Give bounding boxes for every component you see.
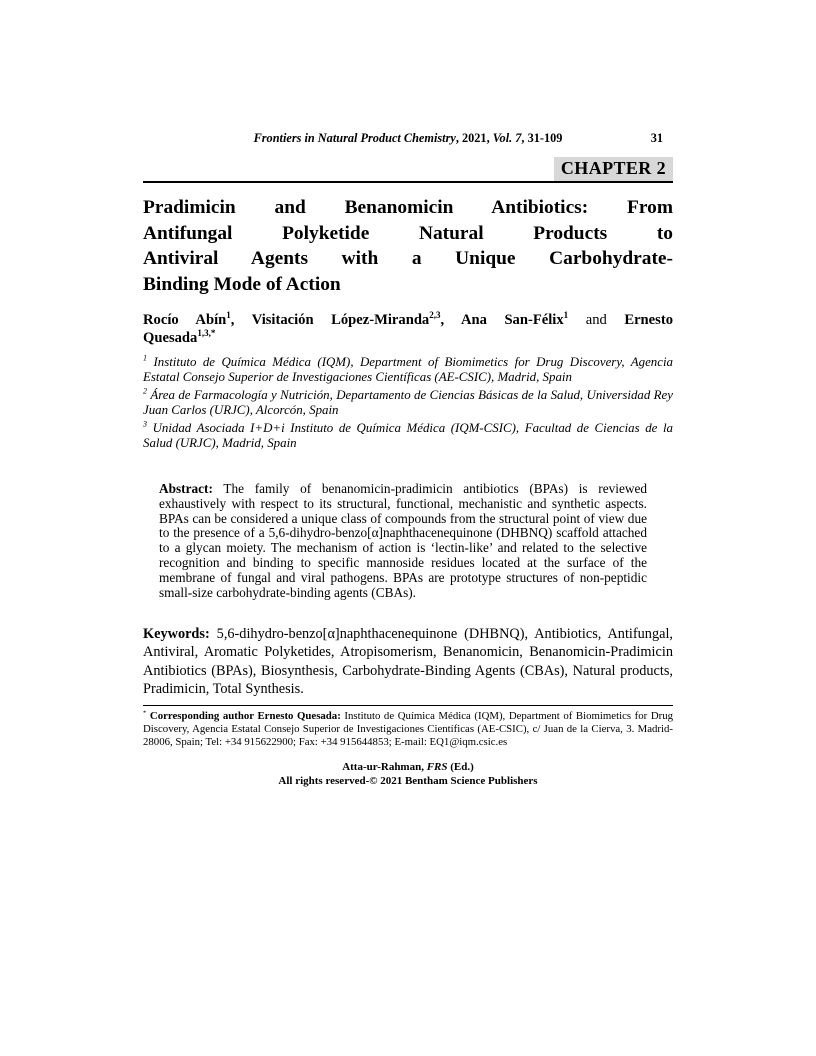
affiliation-1-text: Instituto de Química Médica (IQM), Department of Biomimetics for Drug Discovery, Agencia Estatal Consejo Superior de Investigaciones Científicas (AE-CSIC), Madrid, Spain (143, 355, 673, 384)
chapter-title (143, 195, 673, 297)
chapter-title-line-2: Antifungal Polyketide Natural Products to (143, 222, 673, 244)
editor-name: Atta-ur-Rahman, (342, 761, 427, 773)
authors-line-2 (143, 329, 673, 347)
corresponding-author-footnote (143, 705, 673, 749)
page-header-band (143, 131, 673, 183)
chapter-title-line-4: Binding Mode of Action (143, 273, 341, 295)
abstract (159, 482, 647, 600)
footnote-marker: * (143, 709, 147, 717)
chapter-title-line-3: Antiviral Agents with a Unique Carbohydrate- (143, 248, 673, 270)
affiliation-3-text: Unidad Asociada I+D+i Instituto de Química Médica (IQM-CSIC), Facultad de Ciencias de la Salud (URJC), Madrid, Spain (143, 421, 673, 450)
author-list (143, 311, 673, 347)
author-4-affiliation-marker: 1,3,* (197, 328, 216, 339)
journal-reference (143, 131, 673, 146)
journal-ref-year: , 2021, (455, 131, 493, 145)
keywords-label: Keywords: (143, 626, 210, 642)
footnote-label: Corresponding author Ernesto Quesada: (149, 710, 341, 722)
author-2-affiliation-marker: 2,3 (429, 310, 441, 321)
editor-suffix: (Ed.) (447, 761, 474, 773)
running-header (143, 131, 673, 148)
author-3-affiliation-marker: 1 (563, 310, 569, 321)
journal-ref-volume: Vol. 7 (492, 131, 522, 145)
affiliation-2-marker: 2 (143, 386, 147, 396)
affiliation-1 (143, 355, 673, 384)
authors-line-1 (143, 311, 673, 329)
author-4-first-name: Ernesto (624, 312, 673, 328)
chapter-title-line-1: Pradimicin and Benanomicin Antibiotics: From (143, 197, 673, 218)
publisher-footer (143, 761, 673, 788)
author-4-last-name: Quesada (143, 330, 198, 346)
keywords-text: 5,6-dihydro-benzo[α]naphthacenequinone (DHBNQ), Antibiotics, Antifungal, Antiviral, Aromatic Polyketides, Atropisomerism, Benanomicin, Benanomicin-Pradimicin Antibiotics (BPAs), Biosynthesis, Carbohydrate-Binding Agents (CBAs), Natural products, Pradimicin, Total Synthesis. (143, 626, 673, 698)
affiliation-3 (143, 421, 673, 450)
keywords (143, 625, 673, 699)
author-1-affiliation-marker: 1 (226, 310, 231, 321)
author-3: , Ana San-Félix (440, 312, 564, 328)
footnote-text: Instituto de Química Médica (IQM), Department of Biomimetics for Drug Discovery, Agencia Estatal Consejo Superior de Investigaciones Científicas (AE-CSIC), c/ Juan de la Cierva, 3. Madrid-28006, Spain; Tel: +34 915622900; Fax: +34 915644853; E-mail: EQ1@iqm.csic.es (143, 710, 674, 748)
author-connector: and (568, 312, 625, 328)
chapter-badge-row (143, 157, 673, 181)
affiliation-2-text: Área de Farmacología y Nutrición, Departamento de Ciencias Básicas de la Salud, Universidad Rey Juan Carlos (URJC), Alcorcón, Spain (143, 388, 673, 417)
journal-ref-pages: , 31-109 (521, 131, 563, 145)
rights-line: All rights reserved-© 2021 Bentham Science Publishers (278, 774, 538, 787)
page-number: 31 (650, 131, 663, 145)
chapter-badge: CHAPTER 2 (554, 157, 673, 181)
affiliation-1-marker: 1 (143, 353, 147, 363)
editor-line (143, 761, 673, 775)
editor-honorific: FRS (426, 761, 448, 773)
journal-name: Frontiers in Natural Product Chemistry (253, 131, 456, 145)
affiliation-2 (143, 388, 673, 417)
affiliations (143, 355, 673, 455)
author-2: , Visitación López-Miranda (230, 312, 430, 328)
affiliation-3-marker: 3 (143, 420, 147, 430)
author-1: Rocío Abín (143, 312, 227, 328)
abstract-label: Abstract: (159, 481, 213, 496)
abstract-text: The family of benanomicin-pradimicin antibiotics (BPAs) is reviewed exhaustively with respect to its structural, functional, mechanistic and synthetic aspects. BPAs can be considered a unique class of compounds from the structural point of view due to the presence of a 5,6-dihydro-benzo[α]naphthacenequinone (DHBNQ) scaffold attached to a glycan moiety. The mechanism of action is ‘lectin-like’ and related to the selective recognition and binding to specific mannoside residues located at the surface of the membrane of fungal and viral pathogens. BPAs are prototype structures of non-peptidic small-size carbohydrate-binding agents (CBAs). (159, 481, 647, 600)
